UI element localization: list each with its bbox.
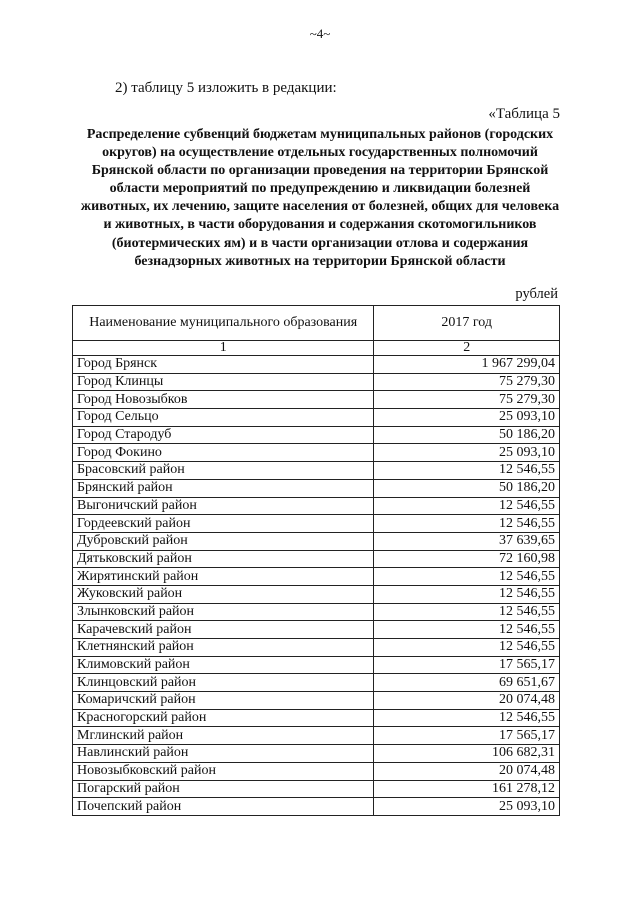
municipality-name: Город Стародуб — [73, 426, 374, 444]
municipality-name: Климовский район — [73, 656, 374, 674]
subsidy-amount: 25 093,10 — [374, 444, 560, 462]
table-row — [73, 444, 560, 462]
subsidy-amount: 17 565,17 — [374, 727, 560, 745]
municipality-name: Город Сельцо — [73, 409, 374, 427]
municipality-name: Дубровский район — [73, 532, 374, 550]
table-row — [73, 426, 560, 444]
table-row — [73, 515, 560, 533]
table-row — [73, 780, 560, 798]
table-heading: Распределение субвенций бюджетам муниципальных районов (городских округов) на осуществление отдельных государственных полномочий Брянской области по организации проведения на территории Брянской области мероприятий по предупреждению и ликвидации болезней животных, их лечению, защите населения от болезней, общих для человека и животных, в части оборудования и содержания скотомогильников (биотермических ям) и в части организации отлова и содержания безнадзорных животных на территории Брянской области — [80, 127, 560, 269]
column-header-name: Наименование муниципального образования — [73, 306, 374, 341]
table-body — [73, 356, 560, 816]
subsidy-amount: 12 546,55 — [374, 568, 560, 586]
subsidy-amount: 12 546,55 — [374, 515, 560, 533]
municipality-name: Брянский район — [73, 479, 374, 497]
subsidy-amount: 20 074,48 — [374, 762, 560, 780]
table-row — [73, 391, 560, 409]
table-row — [73, 603, 560, 621]
subsidy-amount: 1 967 299,04 — [374, 356, 560, 374]
municipality-name: Погарский район — [73, 780, 374, 798]
table-row — [73, 479, 560, 497]
column-header-year: 2017 год — [374, 306, 560, 341]
subsidy-amount: 12 546,55 — [374, 709, 560, 727]
subsidy-amount: 25 093,10 — [374, 798, 560, 816]
table-row — [73, 727, 560, 745]
table-row — [73, 550, 560, 568]
municipality-name: Город Новозыбков — [73, 391, 374, 409]
municipality-name: Мглинский район — [73, 727, 374, 745]
municipality-name: Комаричский район — [73, 692, 374, 710]
subsidy-amount: 12 546,55 — [374, 462, 560, 480]
municipality-name: Карачевский район — [73, 621, 374, 639]
subsidy-amount: 20 074,48 — [374, 692, 560, 710]
table-row — [73, 462, 560, 480]
municipality-name: Клинцовский район — [73, 674, 374, 692]
table-caption: «Таблица 5 — [488, 106, 560, 122]
municipality-name: Брасовский район — [73, 462, 374, 480]
table-row — [73, 497, 560, 515]
table-row — [73, 568, 560, 586]
table-row — [73, 674, 560, 692]
column-index-1: 1 — [73, 341, 374, 356]
municipality-name: Выгоничский район — [73, 497, 374, 515]
subsidy-amount: 75 279,30 — [374, 391, 560, 409]
table-row — [73, 409, 560, 427]
table-row — [73, 639, 560, 657]
subsidy-amount: 50 186,20 — [374, 426, 560, 444]
table-header-row — [73, 306, 560, 341]
table-row — [73, 692, 560, 710]
table-row — [73, 656, 560, 674]
table-row — [73, 532, 560, 550]
municipality-name: Гордеевский район — [73, 515, 374, 533]
subsidy-amount: 69 651,67 — [374, 674, 560, 692]
subsidy-amount: 50 186,20 — [374, 479, 560, 497]
municipality-name: Новозыбковский район — [73, 762, 374, 780]
municipality-name: Красногорский район — [73, 709, 374, 727]
subsidy-amount: 37 639,65 — [374, 532, 560, 550]
municipality-name: Жирятинский район — [73, 568, 374, 586]
subsidy-amount: 12 546,55 — [374, 621, 560, 639]
municipality-name: Дятьковский район — [73, 550, 374, 568]
subsidy-amount: 17 565,17 — [374, 656, 560, 674]
intro-text: 2) таблицу 5 изложить в редакции: — [115, 80, 337, 96]
table-row — [73, 762, 560, 780]
table-row — [73, 585, 560, 603]
column-index-2: 2 — [374, 341, 560, 356]
subsidy-amount: 161 278,12 — [374, 780, 560, 798]
table-row — [73, 745, 560, 763]
table-row — [73, 621, 560, 639]
currency-label: рублей — [515, 286, 558, 302]
page-number: ~4~ — [309, 26, 331, 41]
subsidy-amount: 25 093,10 — [374, 409, 560, 427]
subsidy-amount: 12 546,55 — [374, 639, 560, 657]
subsidy-amount: 12 546,55 — [374, 497, 560, 515]
municipality-name: Город Фокино — [73, 444, 374, 462]
subsidy-amount: 75 279,30 — [374, 373, 560, 391]
municipality-name: Город Брянск — [73, 356, 374, 374]
table-row — [73, 798, 560, 816]
municipality-name: Навлинский район — [73, 745, 374, 763]
municipality-name: Клетнянский район — [73, 639, 374, 657]
subsidy-amount: 72 160,98 — [374, 550, 560, 568]
subsidy-amount: 12 546,55 — [374, 603, 560, 621]
table-row — [73, 373, 560, 391]
table-row — [73, 356, 560, 374]
municipality-name: Жуковский район — [73, 585, 374, 603]
municipality-name: Злынковский район — [73, 603, 374, 621]
subsidy-amount: 106 682,31 — [374, 745, 560, 763]
subsidy-table — [72, 305, 560, 816]
column-index-row — [73, 341, 560, 356]
municipality-name: Почепский район — [73, 798, 374, 816]
table-row — [73, 709, 560, 727]
municipality-name: Город Клинцы — [73, 373, 374, 391]
subsidy-amount: 12 546,55 — [374, 585, 560, 603]
